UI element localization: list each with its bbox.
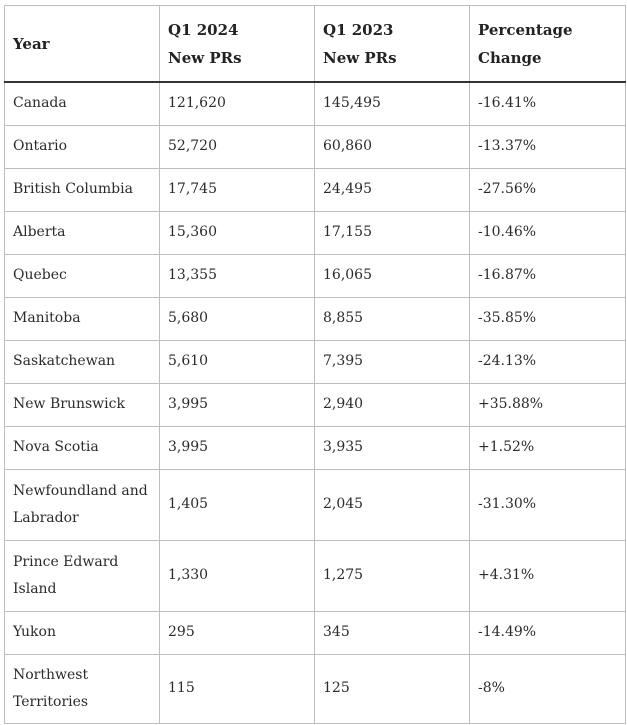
region-cell: Nova Scotia	[5, 427, 160, 470]
q1-2023-cell: 16,065	[315, 255, 470, 298]
q1-2023-cell: 2,940	[315, 384, 470, 427]
table-row	[5, 427, 626, 470]
q1-2024-cell: 3,995	[160, 384, 315, 427]
header-percentage-change	[470, 6, 626, 83]
q1-2024-cell: 5,680	[160, 298, 315, 341]
q1-2023-cell: 1,275	[315, 541, 470, 612]
change-cell: -14.49%	[470, 612, 626, 655]
table-row	[5, 126, 626, 169]
region-cell: Prince Edward Island	[5, 541, 160, 612]
q1-2023-cell: 145,495	[315, 82, 470, 126]
table-row	[5, 298, 626, 341]
table-body	[5, 82, 626, 724]
q1-2023-cell: 17,155	[315, 212, 470, 255]
q1-2024-cell: 52,720	[160, 126, 315, 169]
region-cell: Ontario	[5, 126, 160, 169]
q1-2023-cell: 60,860	[315, 126, 470, 169]
q1-2023-cell: 7,395	[315, 341, 470, 384]
q1-2024-cell: 3,995	[160, 427, 315, 470]
q1-2024-cell: 1,330	[160, 541, 315, 612]
region-cell: Alberta	[5, 212, 160, 255]
table-row	[5, 82, 626, 126]
table-row	[5, 470, 626, 541]
header-q1-2023-line-1: Q1 2023	[323, 20, 394, 39]
region-cell: Newfoundland and Labrador	[5, 470, 160, 541]
header-row	[5, 6, 626, 83]
q1-2024-cell: 5,610	[160, 341, 315, 384]
change-cell: -13.37%	[470, 126, 626, 169]
q1-2023-cell: 125	[315, 655, 470, 724]
q1-2024-cell: 115	[160, 655, 315, 724]
table-row	[5, 612, 626, 655]
region-cell: Canada	[5, 82, 160, 126]
region-cell: Saskatchewan	[5, 341, 160, 384]
table-header	[5, 6, 626, 83]
q1-2024-cell: 295	[160, 612, 315, 655]
change-cell: -16.41%	[470, 82, 626, 126]
change-cell: -35.85%	[470, 298, 626, 341]
q1-2023-cell: 345	[315, 612, 470, 655]
region-cell: Yukon	[5, 612, 160, 655]
table-row	[5, 384, 626, 427]
region-cell: Northwest Territories	[5, 655, 160, 724]
change-cell: +4.31%	[470, 541, 626, 612]
q1-2024-cell: 13,355	[160, 255, 315, 298]
header-percentage-change-line-1: Percentage	[478, 20, 573, 39]
change-cell: -27.56%	[470, 169, 626, 212]
change-cell: -10.46%	[470, 212, 626, 255]
header-year	[5, 6, 160, 83]
header-percentage-change-line-2: Change	[478, 48, 542, 67]
q1-2023-cell: 3,935	[315, 427, 470, 470]
change-cell: -31.30%	[470, 470, 626, 541]
header-q1-2024-line-1: Q1 2024	[168, 20, 239, 39]
change-cell: -16.87%	[470, 255, 626, 298]
table-row	[5, 655, 626, 724]
q1-2024-cell: 17,745	[160, 169, 315, 212]
region-cell: Quebec	[5, 255, 160, 298]
change-cell: +35.88%	[470, 384, 626, 427]
header-q1-2024-line-2: New PRs	[168, 48, 242, 67]
region-cell: New Brunswick	[5, 384, 160, 427]
region-cell: Manitoba	[5, 298, 160, 341]
q1-2024-cell: 1,405	[160, 470, 315, 541]
header-year-line-1: Year	[13, 34, 50, 53]
table-row	[5, 541, 626, 612]
new-prs-table	[4, 5, 626, 724]
change-cell: -8%	[470, 655, 626, 724]
q1-2023-cell: 24,495	[315, 169, 470, 212]
header-q1-2023-line-2: New PRs	[323, 48, 397, 67]
table-row	[5, 169, 626, 212]
header-q1-2024	[160, 6, 315, 83]
q1-2024-cell: 121,620	[160, 82, 315, 126]
header-q1-2023	[315, 6, 470, 83]
table-row	[5, 341, 626, 384]
q1-2023-cell: 8,855	[315, 298, 470, 341]
q1-2023-cell: 2,045	[315, 470, 470, 541]
change-cell: -24.13%	[470, 341, 626, 384]
region-cell: British Columbia	[5, 169, 160, 212]
q1-2024-cell: 15,360	[160, 212, 315, 255]
table-row	[5, 212, 626, 255]
change-cell: +1.52%	[470, 427, 626, 470]
table-row	[5, 255, 626, 298]
